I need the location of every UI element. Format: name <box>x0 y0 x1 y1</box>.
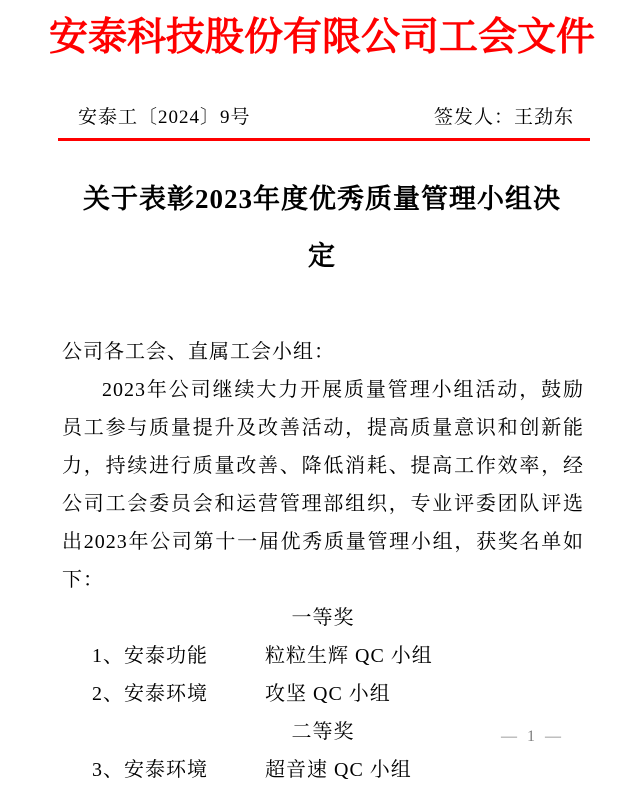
winner-row <box>62 637 584 675</box>
issuer-name: 王劲东 <box>513 107 574 128</box>
salutation: 公司各工会、直属工会小组： <box>62 341 335 363</box>
document-page <box>0 14 644 781</box>
document-title-line-2: 定 <box>308 241 336 271</box>
document-body <box>62 333 584 789</box>
winner-group-name: 超音速 QC 小组 <box>265 759 412 781</box>
body-paragraph: 2023年公司继续大力开展质量管理小组活动，鼓励员工参与质量提升及改善活动，提高质量意识和创新能力，持续进行质量改善、降低消耗、提高工作效率，经公司工会委员会和运营管理部组织，专业评委团队评选出2023年公司第十一届优秀质量管理小组，获奖名单如下： <box>62 379 584 591</box>
issuer-label: 签发人： <box>433 107 514 128</box>
winner-label: 2、安泰环境 <box>92 683 208 705</box>
winner-label: 1、安泰功能 <box>92 645 208 667</box>
winner-row <box>62 675 584 713</box>
winner-row <box>62 751 584 789</box>
winner-group-name: 粒粒生辉 QC 小组 <box>265 645 433 667</box>
document-number: 安泰工〔2024〕9号 <box>78 107 251 128</box>
issuer <box>434 102 574 129</box>
page-number: — 1 — <box>501 728 564 745</box>
award-tier-first: 一等奖 <box>291 607 355 629</box>
document-info-row <box>0 102 644 129</box>
red-divider <box>58 138 590 141</box>
winner-label: 3、安泰环境 <box>92 759 208 781</box>
award-tier-second: 二等奖 <box>291 721 355 743</box>
winner-group-name: 攻坚 QC 小组 <box>265 683 391 705</box>
document-title <box>0 171 644 285</box>
document-title-line-1: 关于表彰2023年度优秀质量管理小组决 <box>83 184 561 214</box>
document-header-title: 安泰科技股份有限公司工会文件 <box>48 16 595 59</box>
